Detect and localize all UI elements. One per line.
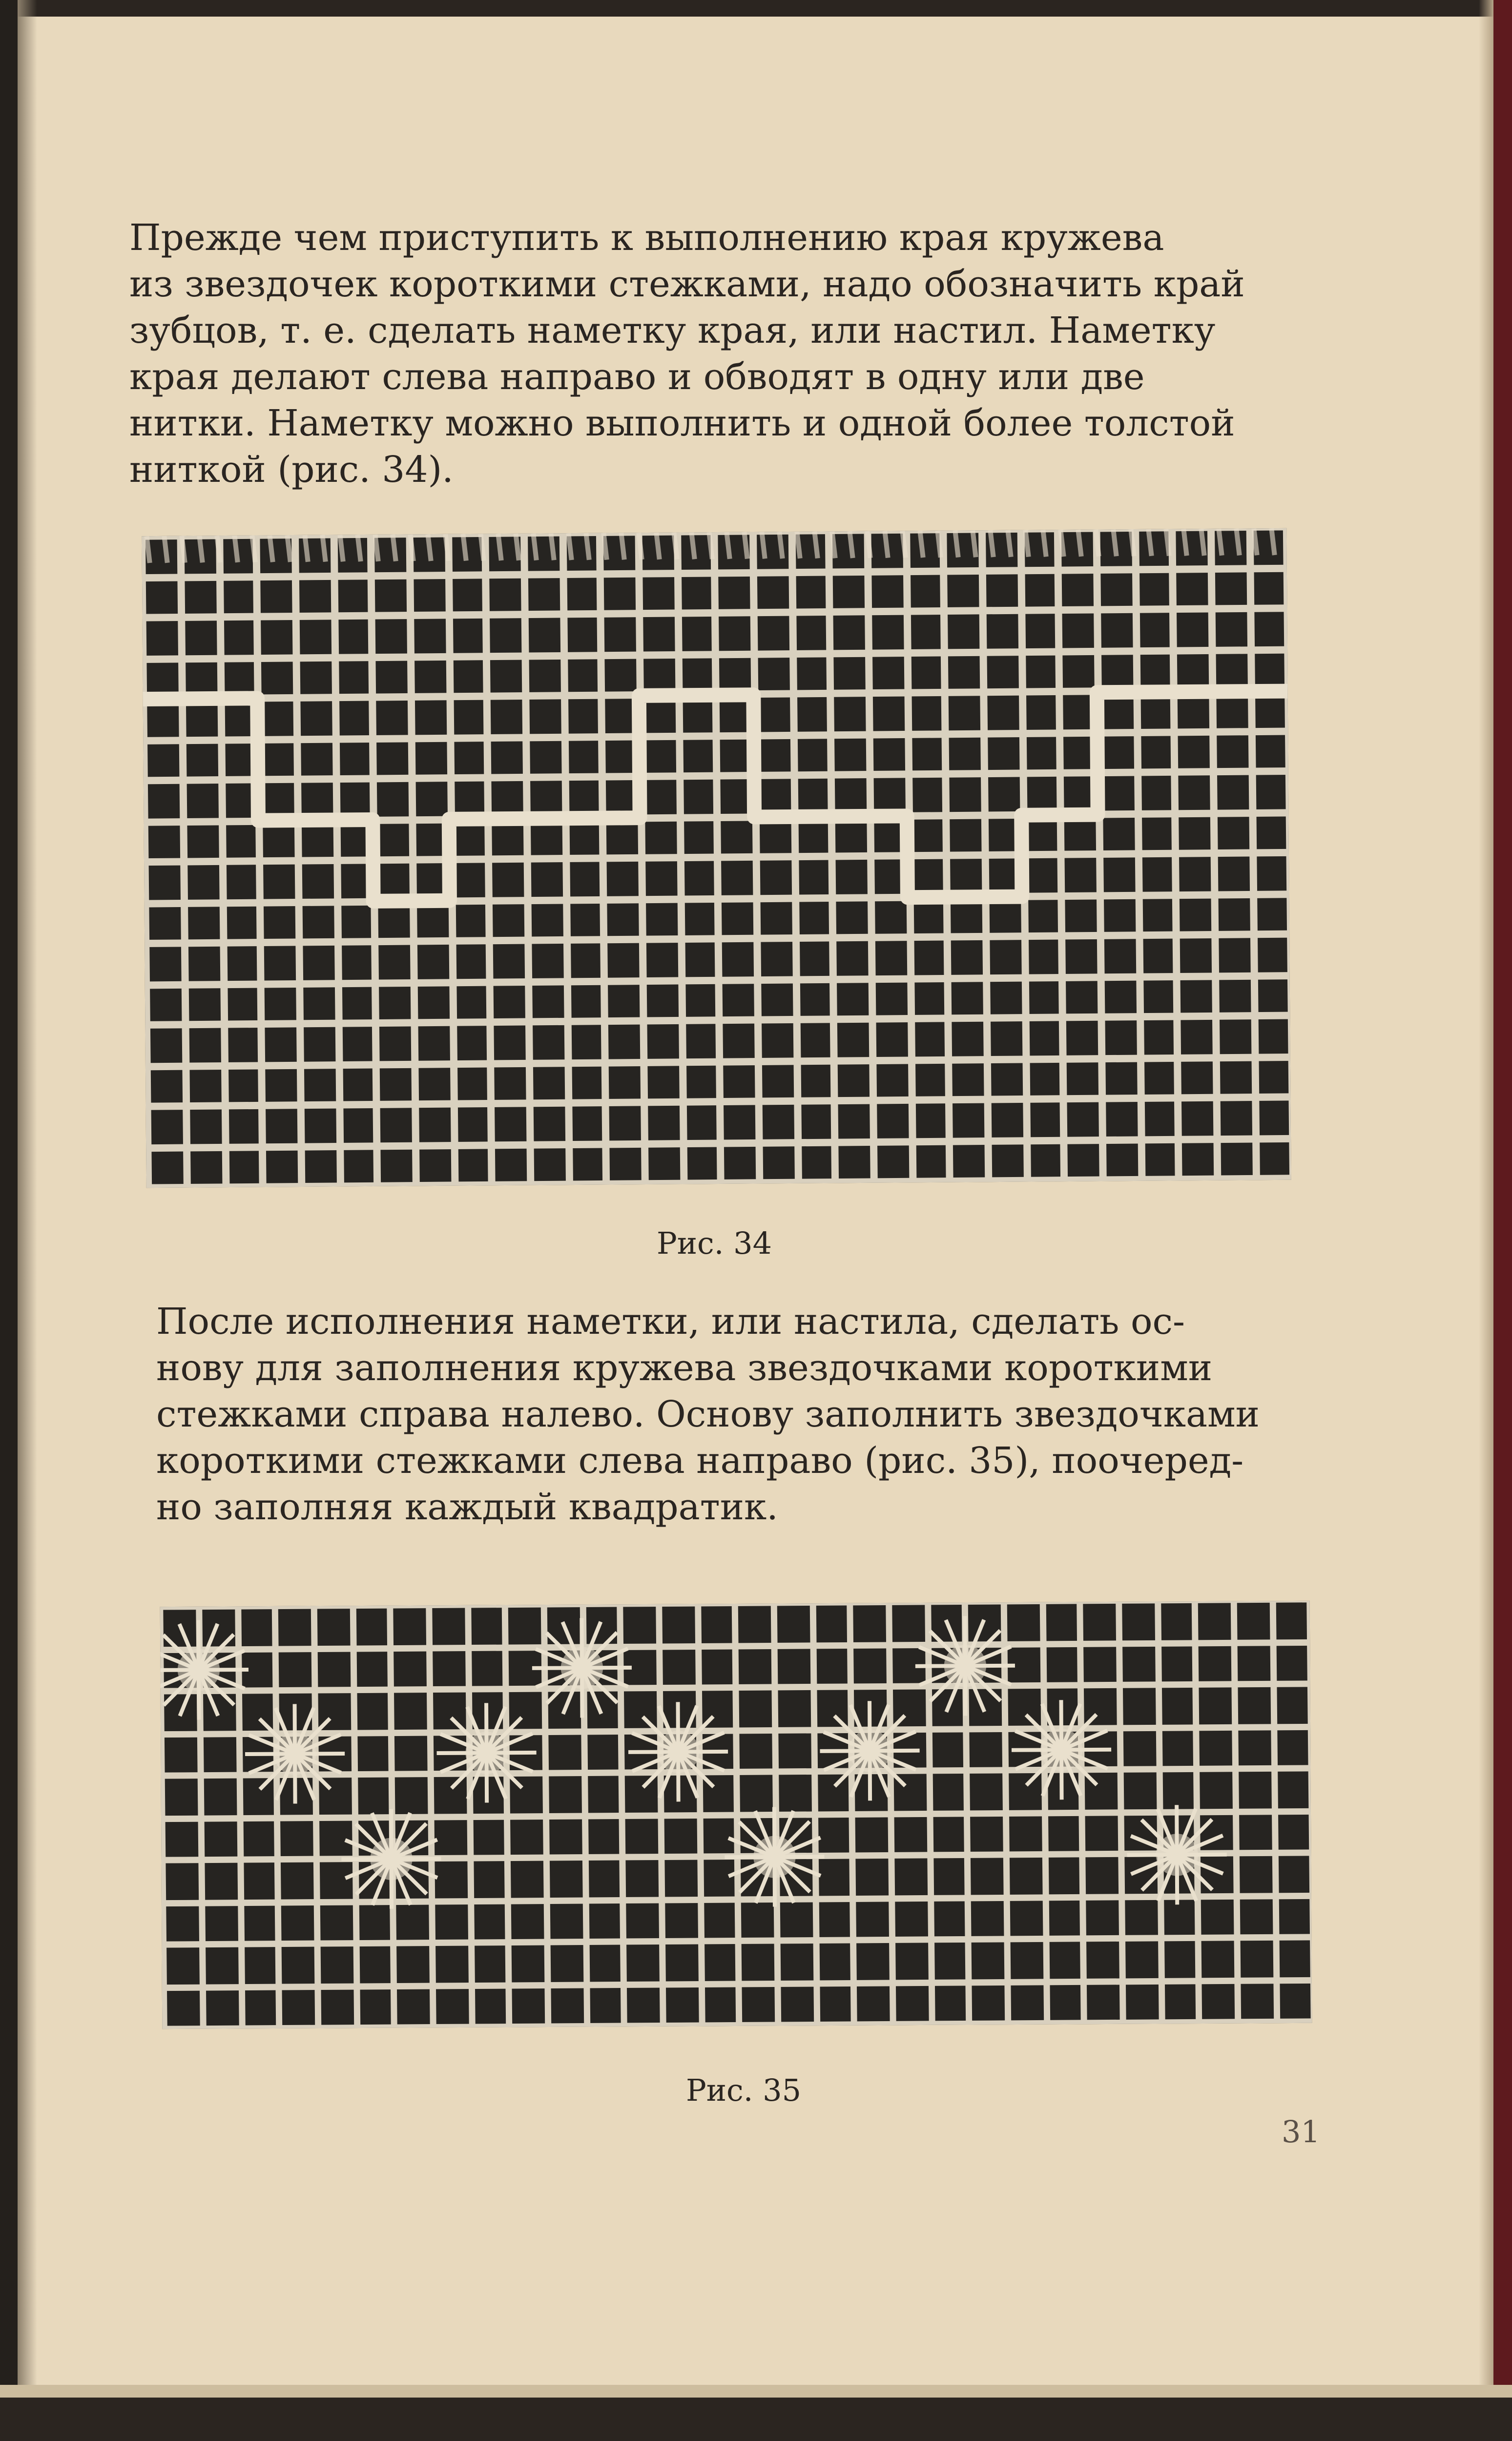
- top-fringe: [146, 528, 1274, 563]
- figure-35-caption: Рис. 35: [686, 2072, 802, 2108]
- page-edge-shadow: [1479, 0, 1493, 2441]
- star-stitch: [341, 1809, 441, 1909]
- page-number: 31: [1282, 2114, 1320, 2150]
- text-line: нову для заполнения кружева звездочками короткими: [156, 1347, 1213, 1389]
- text-line: зубцов, т. е. сделать наметку края, или настил. Наметку: [129, 310, 1216, 352]
- paragraph-1: [129, 215, 1291, 493]
- star-stitch: [436, 1703, 537, 1803]
- star-stitch: [915, 1616, 1015, 1716]
- star-stitch: [725, 1807, 825, 1907]
- paragraph-2: [156, 1299, 1318, 1531]
- text-line: из звездочек короткими стежками, надо обозначить край: [129, 263, 1245, 305]
- star-stitch: [820, 1701, 920, 1801]
- scan-edge-top: [0, 0, 1512, 17]
- mesh-grid: [160, 1601, 1312, 2029]
- scan-edge-bottom: [0, 2398, 1512, 2441]
- text-line: нитки. Наметку можно выполнить и одной более толстой: [129, 402, 1235, 444]
- star-stitch: [245, 1704, 345, 1804]
- scan-edge-band: [0, 2385, 1512, 2398]
- figure-35-image: [160, 1601, 1312, 2029]
- figure-34-caption: Рис. 34: [657, 1225, 772, 1261]
- text-line: стежками справа налево. Основу заполнить звездочками: [156, 1393, 1260, 1435]
- star-stitch: [1011, 1700, 1111, 1800]
- scan-edge-left: [0, 0, 18, 2441]
- figure-34-lace-outline: [142, 528, 1291, 1188]
- text-line: короткими стежками слева направо (рис. 35), поочеред-: [156, 1440, 1244, 1482]
- text-line: края делают слева направо и обводят в одну или две: [129, 356, 1145, 398]
- figure-34-image: [142, 528, 1291, 1188]
- text-line: но заполняя каждый квадратик.: [156, 1486, 778, 1528]
- star-stitch: [628, 1702, 728, 1802]
- text-line: Прежде чем приступить к выполнению края кружева: [129, 217, 1164, 259]
- book-cover-edge: [1493, 0, 1512, 2441]
- binding-shadow: [18, 0, 37, 2441]
- star-stitch: [532, 1618, 632, 1718]
- star-stitch: [1127, 1805, 1227, 1905]
- text-line: После исполнения наметки, или настила, сделать ос-: [156, 1301, 1185, 1343]
- text-line: ниткой (рис. 34).: [129, 449, 454, 491]
- figure-35-star-lace: [160, 1601, 1312, 2029]
- mesh-grid: [142, 528, 1291, 1188]
